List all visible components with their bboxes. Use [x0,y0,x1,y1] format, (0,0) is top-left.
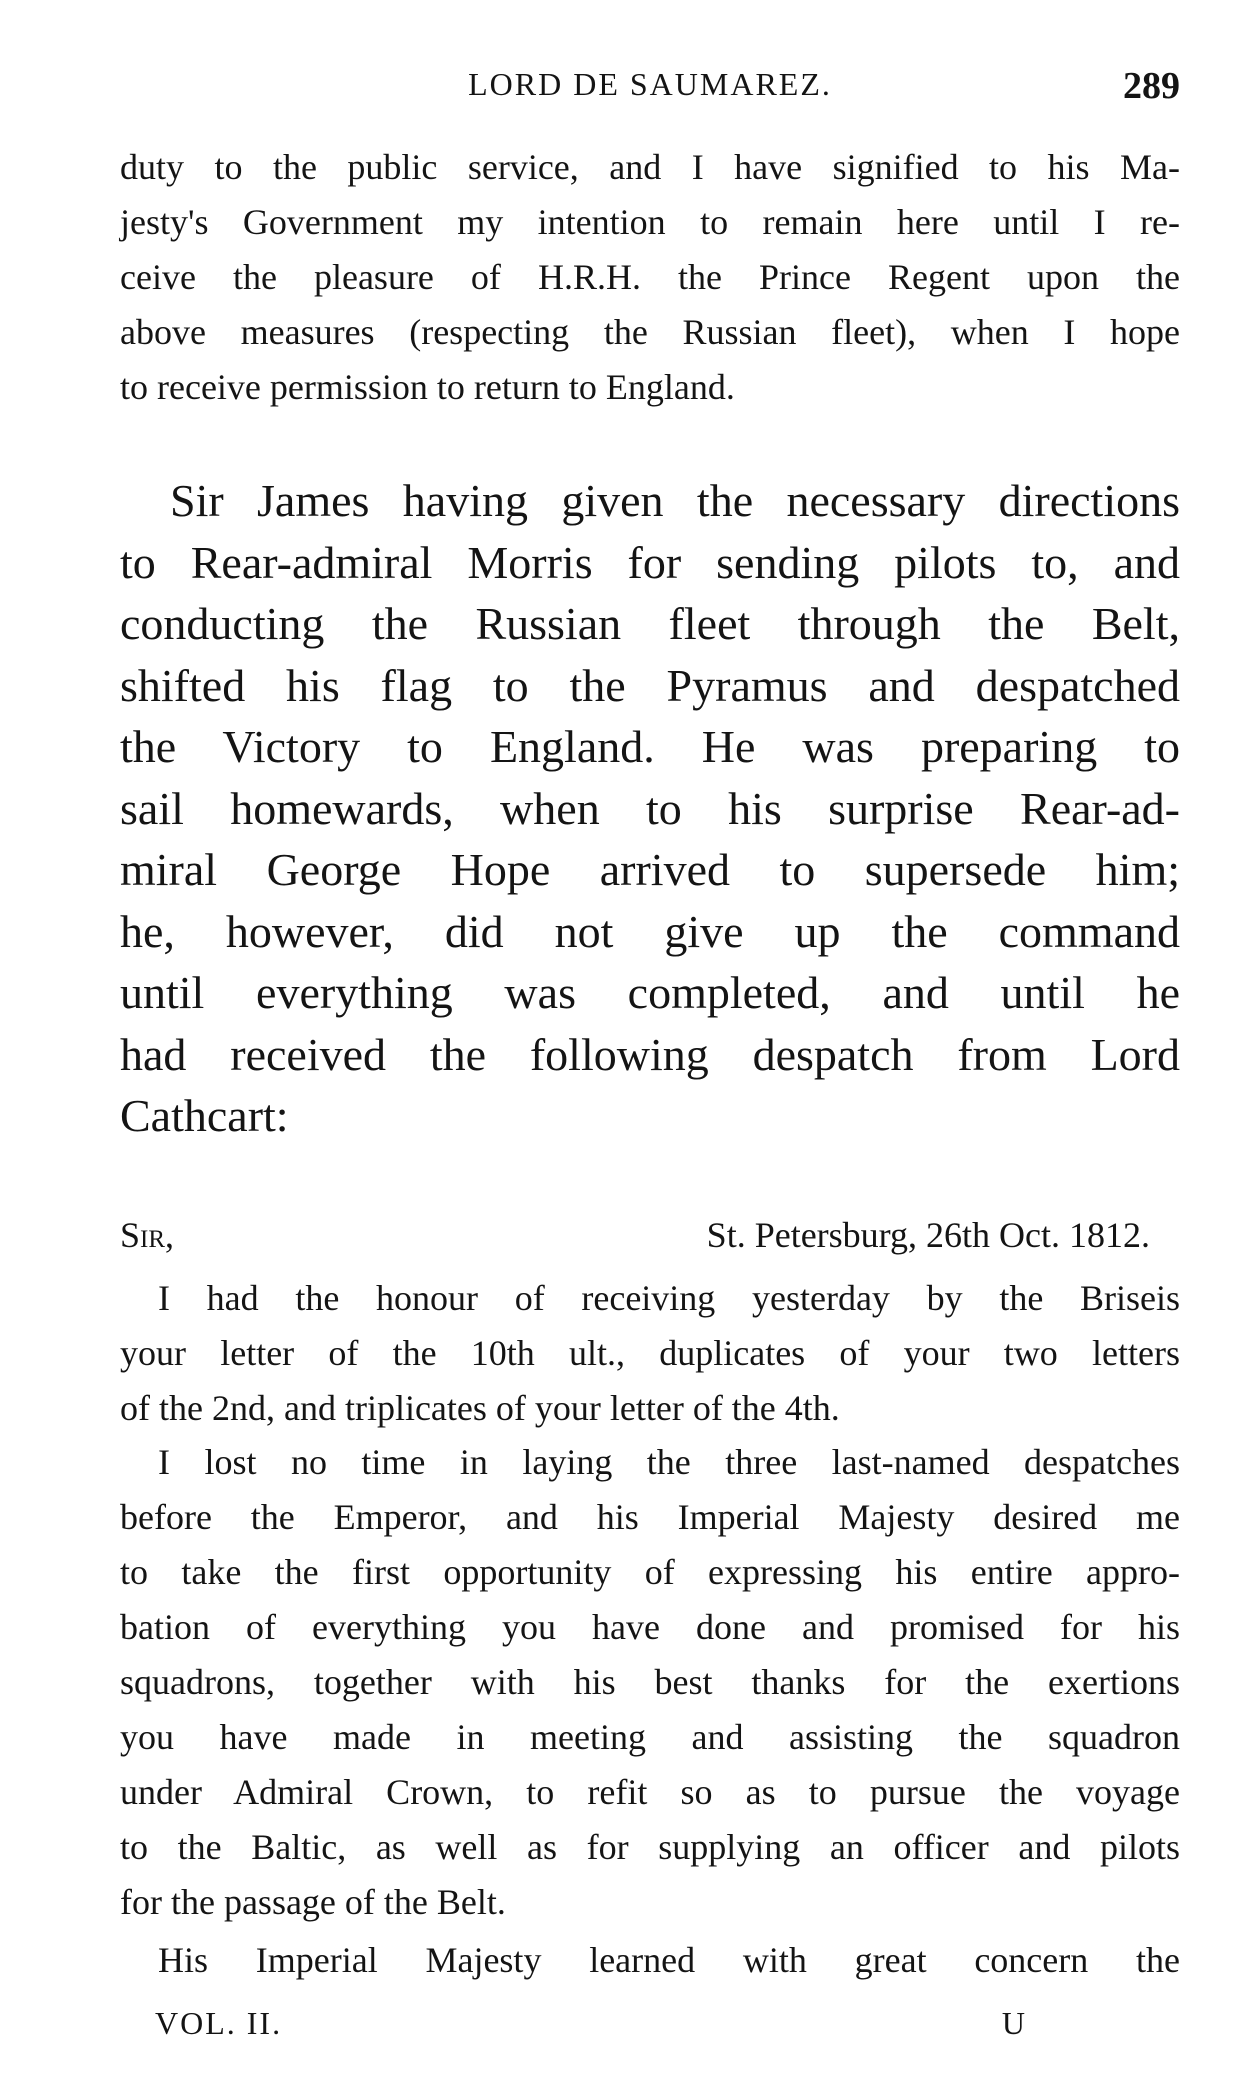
text-line: conducting the Russian fleet through the Belt, [120,598,1180,649]
text-line: of the 2nd, and triplicates of your letter of the 4th. [120,1388,840,1428]
text-line: miral George Hope arrived to supersede him; [120,844,1180,895]
text-line: your letter of the 10th ult., duplicates of your two letters [120,1333,1180,1373]
text-line: sail homewards, when to his surprise Rear-ad- [120,782,1180,834]
text-line: His Imperial Majesty learned with great concern the [158,1940,1180,1980]
letter-excerpt-paragraph [120,140,1180,415]
volume-signature: VOL. II. [155,2005,283,2041]
text-line: to receive permission to return to England. [120,367,735,407]
text-line: bation of everything you have done and promised for his [120,1607,1180,1647]
text-line: until everything was completed, and until he [120,967,1180,1018]
gathering-signature: U [1001,2005,1025,2041]
text-line: shifted his flag to the Pyramus and despatched [120,659,1180,711]
narrative-paragraph [120,470,1180,1147]
letter-paragraph [120,1435,1180,1930]
text-line: had received the following despatch from Lord [120,1028,1180,1080]
text-line: Cathcart: [120,1090,289,1141]
letter-salutation: Sir, [120,1215,175,1255]
letter-heading [120,1214,1150,1264]
letter-paragraph [120,1933,1180,1988]
text-line: to take the first opportunity of expressing his entire appro- [120,1552,1180,1592]
text-line: you have made in meeting and assisting the squadron [120,1717,1180,1757]
text-line: to Rear-admiral Morris for sending pilots to, and [120,536,1180,588]
text-line: to the Baltic, as well as for supplying an officer and pilots [120,1827,1180,1867]
text-line: I had the honour of receiving yesterday by the Briseis [158,1278,1180,1318]
text-line: jesty's Government my intention to remain here until I re- [120,202,1180,242]
text-line: I lost no time in laying the three last-named despatches [158,1442,1180,1482]
text-line: above measures (respecting the Russian fleet), when I hope [120,312,1180,352]
text-line: under Admiral Crown, to refit so as to pursue the voyage [120,1772,1180,1812]
text-line: Sir James having given the necessary directions [170,475,1180,526]
text-line: the Victory to England. He was preparing to [120,721,1180,772]
letter-dateline: St. Petersburg, 26th Oct. 1812. [706,1215,1150,1255]
text-line: for the passage of the Belt. [120,1882,506,1922]
page-number: 289 [1123,65,1180,107]
letter-paragraph [120,1271,1180,1436]
running-title: LORD DE SAUMAREZ. [468,66,832,102]
text-line: before the Emperor, and his Imperial Majesty desired me [120,1497,1180,1537]
text-line: squadrons, together with his best thanks for the exertions [120,1662,1180,1702]
page-footer [155,2005,1025,2055]
page-header [120,66,1180,116]
text-line: he, however, did not give up the command [120,905,1180,957]
text-line: duty to the public service, and I have signified to his Ma- [120,147,1180,187]
text-line: ceive the pleasure of H.R.H. the Prince Regent upon the [120,257,1180,297]
